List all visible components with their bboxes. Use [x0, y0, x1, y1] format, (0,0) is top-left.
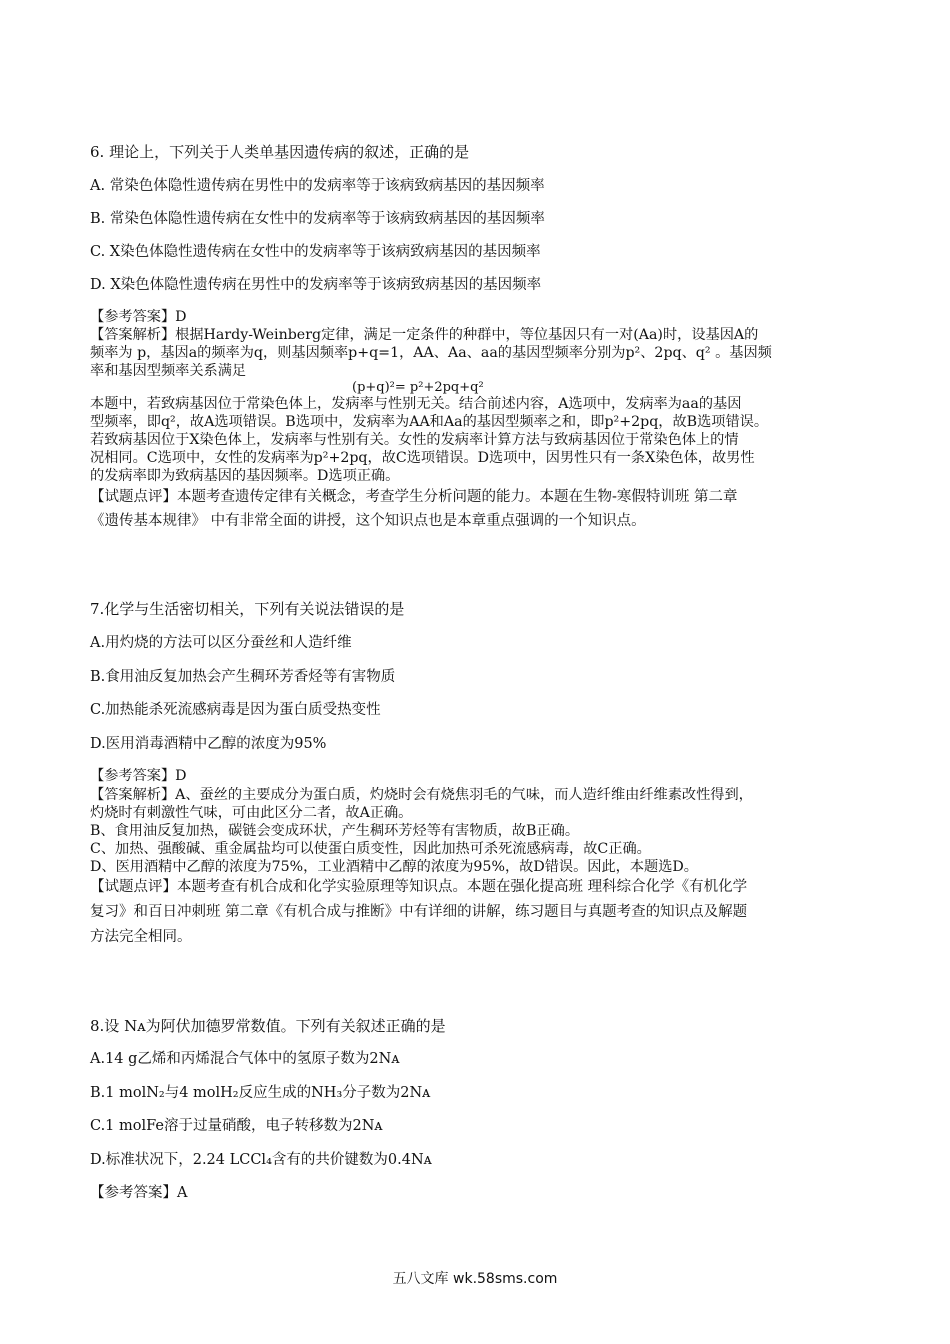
q7-analysis-line: 灼烧时有刺激性气味，可由此区分二者，故A正确。	[90, 805, 413, 821]
q6-analysis2-line: 本题中，若致病基因位于常染色体上，发病率与性别无关。结合前述内容，A选项中，发病率为aa的基因	[90, 396, 742, 412]
q6-stem: 6. 理论上，下列关于人类单基因遗传病的叙述，正确的是	[90, 143, 470, 161]
q7-comment-line: 【试题点评】本题考查有机合成和化学实验原理等知识点。本题在强化提高班 理科综合化学《有机化学	[90, 879, 748, 895]
q7-comment-line: 方法完全相同。	[90, 929, 192, 945]
q6-analysis-line: 频率为 p，基因a的频率为q，则基因频率p+q=1，AA、Aa、aa的基因型频率分别为p²、2pq、q² 。基因频	[90, 345, 772, 361]
q8-option-c: C.1 molFe溶于过量硝酸，电子转移数为2Nᴀ	[90, 1118, 383, 1134]
q8-option-d: D.标准状况下，2.24 LCCl₄含有的共价键数为0.4Nᴀ	[90, 1152, 432, 1168]
q7-analysis-line: 【答案解析】A、蚕丝的主要成分为蛋白质，灼烧时会有烧焦羽毛的气味，而人造纤维由纤维素改性得到，	[90, 787, 753, 803]
q6-analysis-line: 【答案解析】根据Hardy-Weinberg定律，满足一定条件的种群中，等位基因只有一对(Aa)时，设基因A的	[90, 327, 759, 343]
q6-analysis2-line: 况相同。C选项中，女性的发病率为p²+2pq，故C选项错误。D选项中，因男性只有一条X染色体，故男性	[90, 450, 755, 466]
q7-comment-line: 复习》和百日冲刺班 第二章《有机合成与推断》中有详细的讲解，练习题目与真题考查的知识点及解题	[90, 904, 748, 920]
q8-option-b: B.1 molN₂与4 molH₂反应生成的NH₃分子数为2Nᴀ	[90, 1085, 431, 1101]
q6-formula: (p+q)²= p²+2pq+q²	[352, 380, 484, 395]
q6-answer: 【参考答案】D	[90, 309, 187, 325]
q6-option-d: D. X染色体隐性遗传病在男性中的发病率等于该病致病基因的基因频率	[90, 277, 542, 293]
q6-option-c: C. X染色体隐性遗传病在女性中的发病率等于该病致病基因的基因频率	[90, 244, 541, 260]
q7-option-b: B.食用油反复加热会产生稠环芳香烃等有害物质	[90, 669, 396, 685]
q7-stem: 7.化学与生活密切相关，下列有关说法错误的是	[90, 600, 405, 618]
q7-analysis-line: B、食用油反复加热，碳链会变成环状，产生稠环芳烃等有害物质，故B正确。	[90, 823, 580, 839]
q7-analysis-line: C、加热、强酸碱、重金属盐均可以使蛋白质变性，因此加热可杀死流感病毒，故C正确。	[90, 841, 651, 857]
q6-comment-line: 【试题点评】本题考查遗传定律有关概念，考查学生分析问题的能力。本题在生物-寒假特训班 第二章	[90, 489, 738, 505]
q6-analysis2-line: 的发病率即为致病基因的基因频率。D选项正确。	[90, 468, 400, 484]
q6-option-b: B. 常染色体隐性遗传病在女性中的发病率等于该病致病基因的基因频率	[90, 211, 545, 227]
q8-option-a: A.14 g乙烯和丙烯混合气体中的氢原子数为2Nᴀ	[90, 1051, 400, 1067]
q6-analysis2-line: 若致病基因位于X染色体上，发病率与性别有关。女性的发病率计算方法与致病基因位于常染色体上的情	[90, 432, 739, 448]
q7-option-d: D.医用消毒酒精中乙醇的浓度为95%	[90, 736, 327, 752]
q6-analysis-line: 率和基因型频率关系满足	[90, 363, 247, 379]
q6-analysis2-line: 型频率，即q²，故A选项错误。B选项中，发病率为AA和Aa的基因型频率之和，即p²+2pq，故B选项错误。	[90, 414, 769, 430]
q7-analysis-line: D、医用酒精中乙醇的浓度为75%，工业酒精中乙醇的浓度为95%，故D错误。因此，本题选D。	[90, 859, 698, 875]
q6-comment-line: 《遗传基本规律》 中有非常全面的讲授，这个知识点也是本章重点强调的一个知识点。	[90, 513, 646, 529]
q8-answer: 【参考答案】A	[90, 1185, 188, 1201]
q7-option-a: A.用灼烧的方法可以区分蚕丝和人造纤维	[90, 635, 352, 651]
footer-watermark: 五八文库 wk.58sms.com	[392, 1271, 558, 1287]
q7-option-c: C.加热能杀死流感病毒是因为蛋白质受热变性	[90, 702, 381, 718]
q8-stem: 8.设 Nᴀ为阿伏加德罗常数值。下列有关叙述正确的是	[90, 1017, 446, 1035]
q6-option-a: A. 常染色体隐性遗传病在男性中的发病率等于该病致病基因的基因频率	[90, 178, 545, 194]
q7-answer: 【参考答案】D	[90, 768, 187, 784]
